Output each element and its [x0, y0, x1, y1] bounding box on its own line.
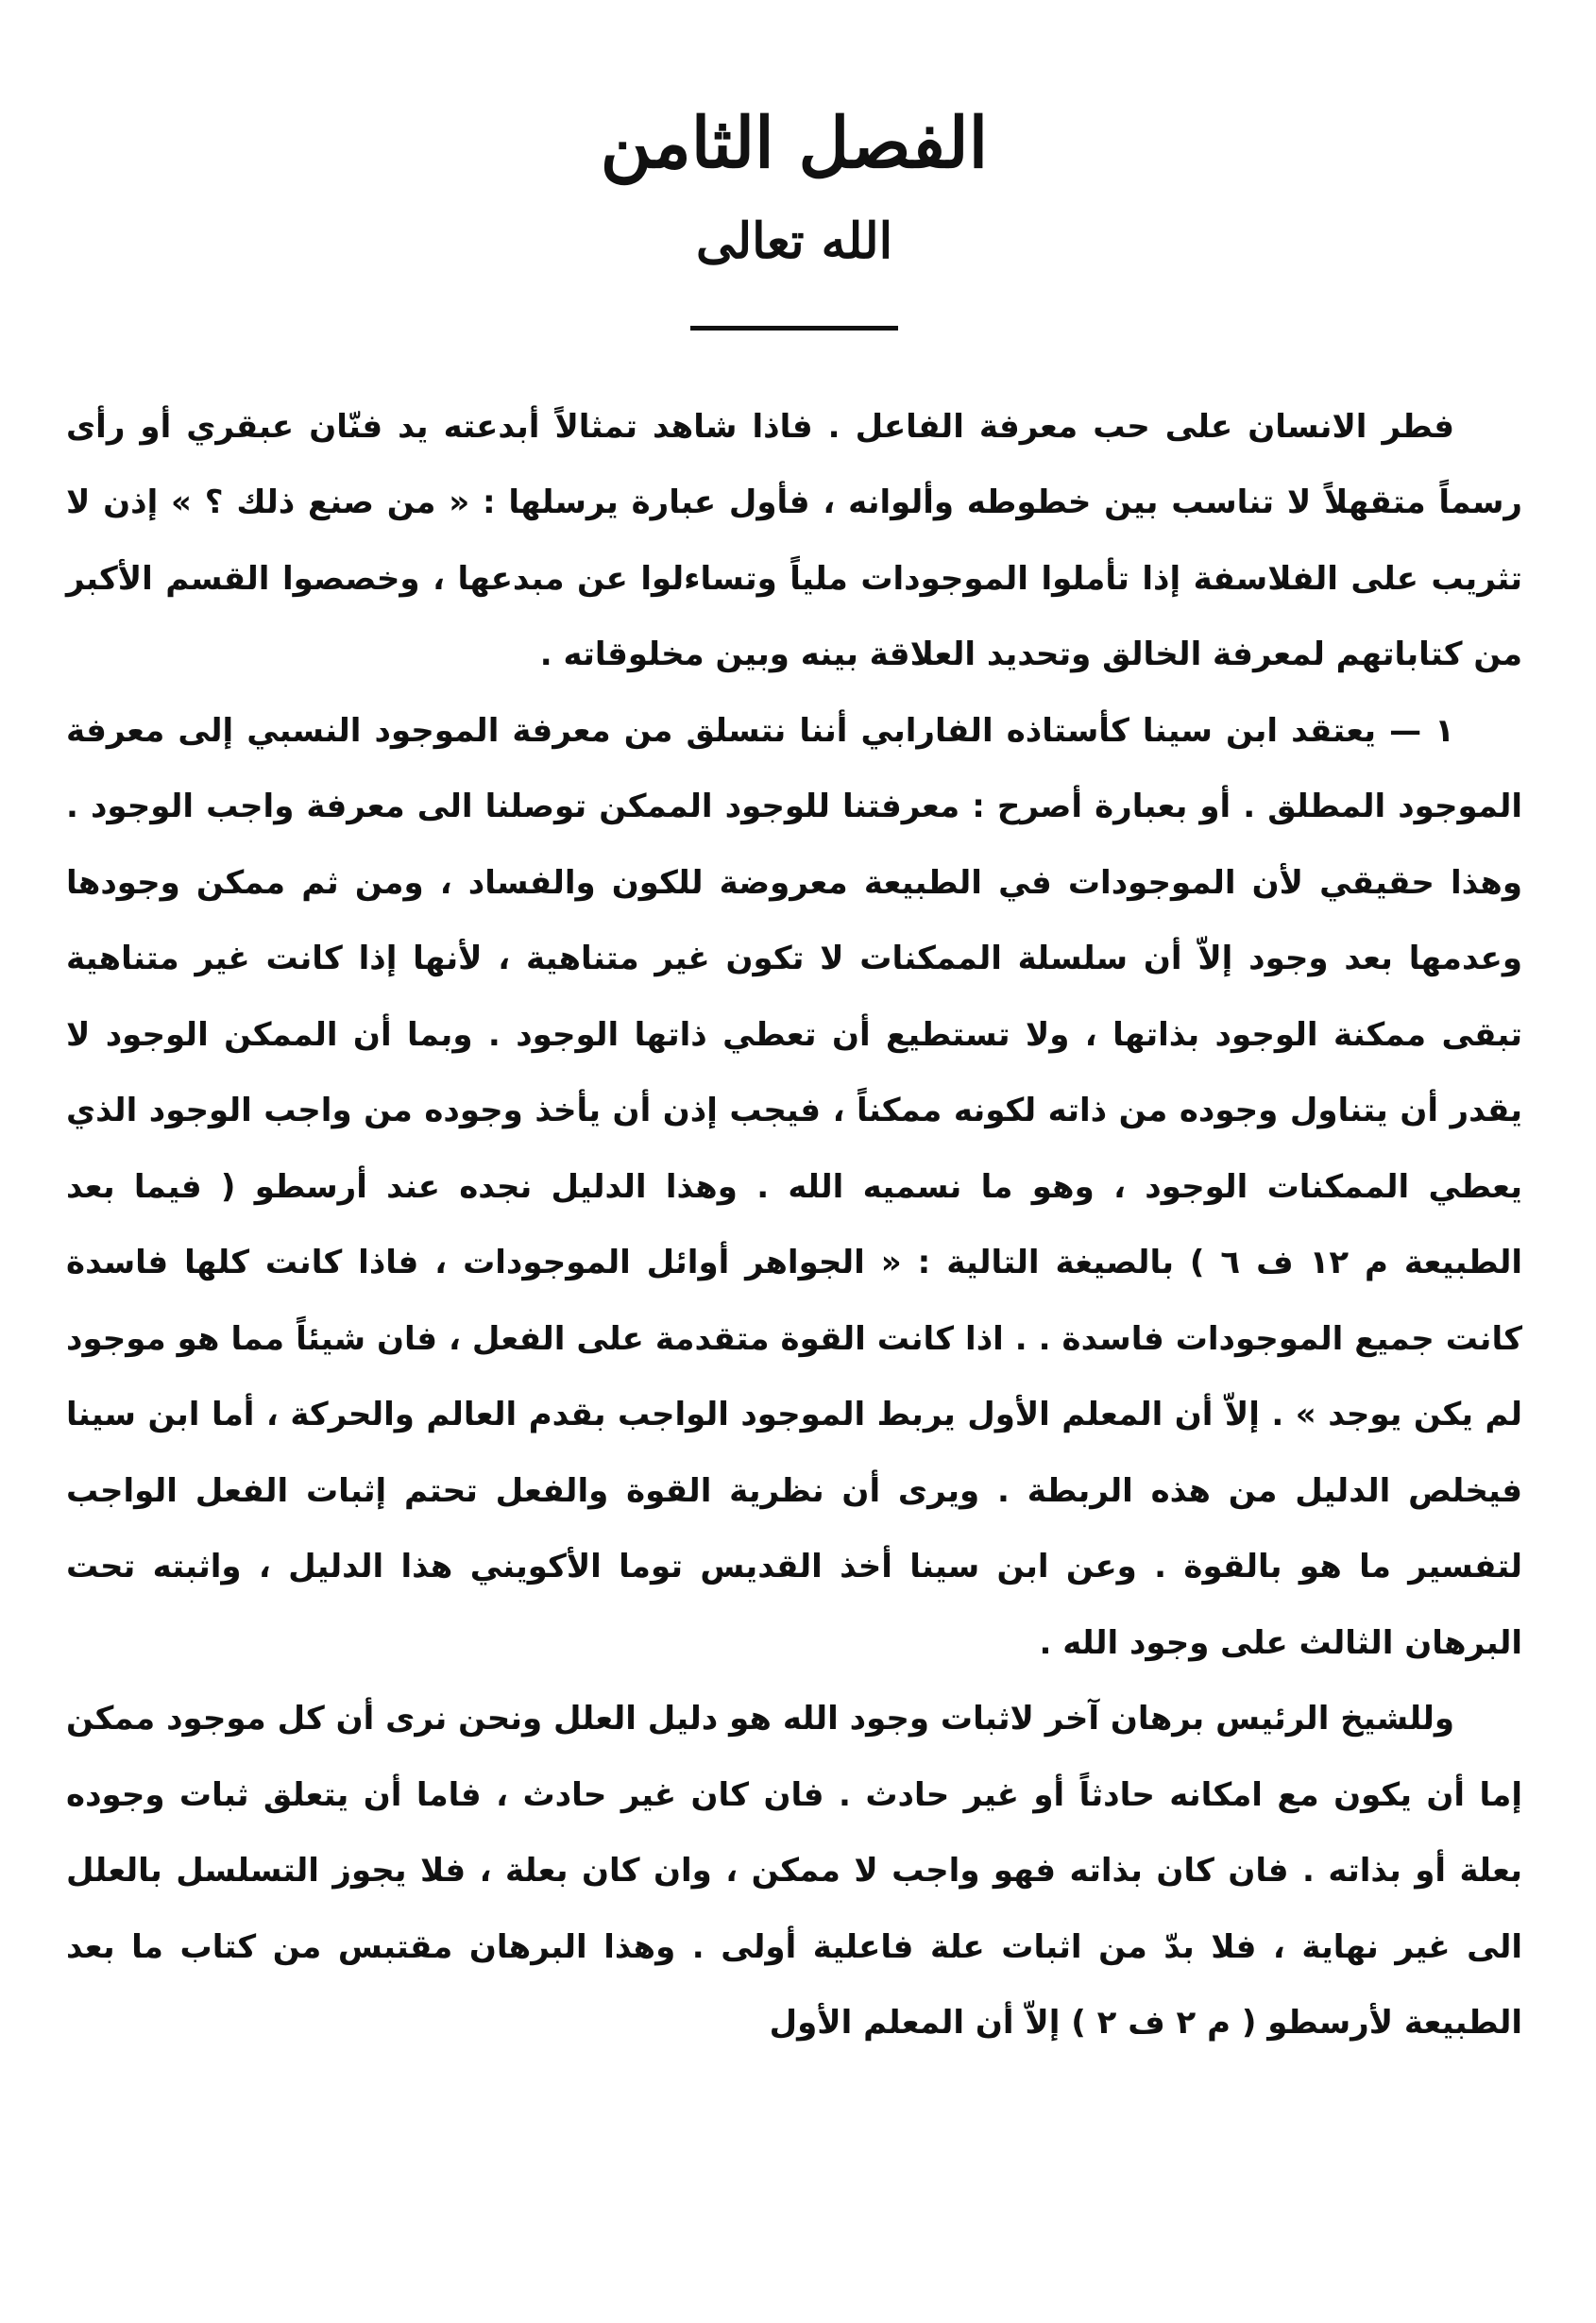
chapter-subtitle: الله تعالى	[695, 212, 893, 271]
title-divider	[690, 326, 898, 331]
paragraph-causes-argument: وللشيخ الرئيس برهان آخر لاثبات وجود الله هو دليل العلل ونحن نرى أن كل موجود ممكن إما أن يكون مع امكانه حادثاً أو غير حادث . فان كان غير حادث ، فاما أن يتعلق ثبات وجوده بعلة أو بذاته . فان كان بذاته فهو واجب لا ممكن ، وان كان بعلة ، فلا يجوز التسلسل بالعلل الى غير نهاية ، فلا بدّ من اثبات علة فاعلية أولى . وهذا البرهان مقتبس من كتاب ما بعد الطبيعة لأرسطو ( م ٢ ف ٢ ) إلاّ أن المعلم الأول	[66, 1700, 1522, 2043]
chapter-body	[66, 389, 1522, 2061]
paragraph-section-1: ١ — يعتقد ابن سينا كأستاذه الفارابي أننا نتسلق من معرفة الموجود النسبي إلى معرفة الموجود المطلق . أو بعبارة أصرح : معرفتنا للوجود الممكن توصلنا الى معرفة واجب الوجود . وهذا حقيقي لأن الموجودات في الطبيعة معروضة للكون والفساد ، ومن ثم ممكن وجودها وعدمها بعد وجود إلاّ أن سلسلة الممكنات لا تكون غير متناهية ، لأنها إذا كانت غير متناهية تبقى ممكنة الوجود بذاتها ، ولا تستطيع أن تعطي ذاتها الوجود . وبما أن الممكن الوجود لا يقدر أن يتناول وجوده من ذاته لكونه ممكناً ، فيجب إذن أن يأخذ وجوده من واجب الوجود الذي يعطي الممكنات الوجود ، وهو ما نسميه الله . وهذا الدليل نجده عند أرسطو ( فيما بعد الطبيعة م ١٢ ف ٦ ) بالصيغة التالية : « الجواهر أوائل الموجودات ، فاذا كانت كلها فاسدة كانت جميع الموجودات فاسدة . . اذا كانت القوة متقدمة على الفعل ، فان شيئاً مما هو موجود لم يكن يوجد » . إلاّ أن المعلم الأول يربط الموجود الواجب بقدم العالم والحركة ، أما ابن سينا فيخلص الدليل من هذه الربطة . ويرى أن نظرية القوة والفعل تحتم إثبات الفعل الواجب لتفسير ما هو بالقوة . وعن ابن سينا أخذ القديس توما الأكويني هذا الدليل ، واثبته تحت البرهان الثالث على وجود الله .	[66, 711, 1522, 1662]
chapter-title: الفصل الثامن	[600, 103, 989, 184]
paragraph-intro: فطر الانسان على حب معرفة الفاعل . فاذا شاهد تمثالاً أبدعته يد فنّان عبقري أو رأى رسماً متقهلاً لا تناسب بين خطوطه وألوانه ، فأول عبارة يرسلها : « من صنع ذلك ؟ » إذن لا تثريب على الفلاسفة إذا تأملوا الموجودات ملياً وتساءلوا عن مبدعها ، وخصصوا القسم الأكبر من كتاباتهم لمعرفة الخالق وتحديد العلاقة بينه وبين مخلوقاته .	[66, 407, 1522, 674]
book-page	[66, 57, 1522, 2285]
